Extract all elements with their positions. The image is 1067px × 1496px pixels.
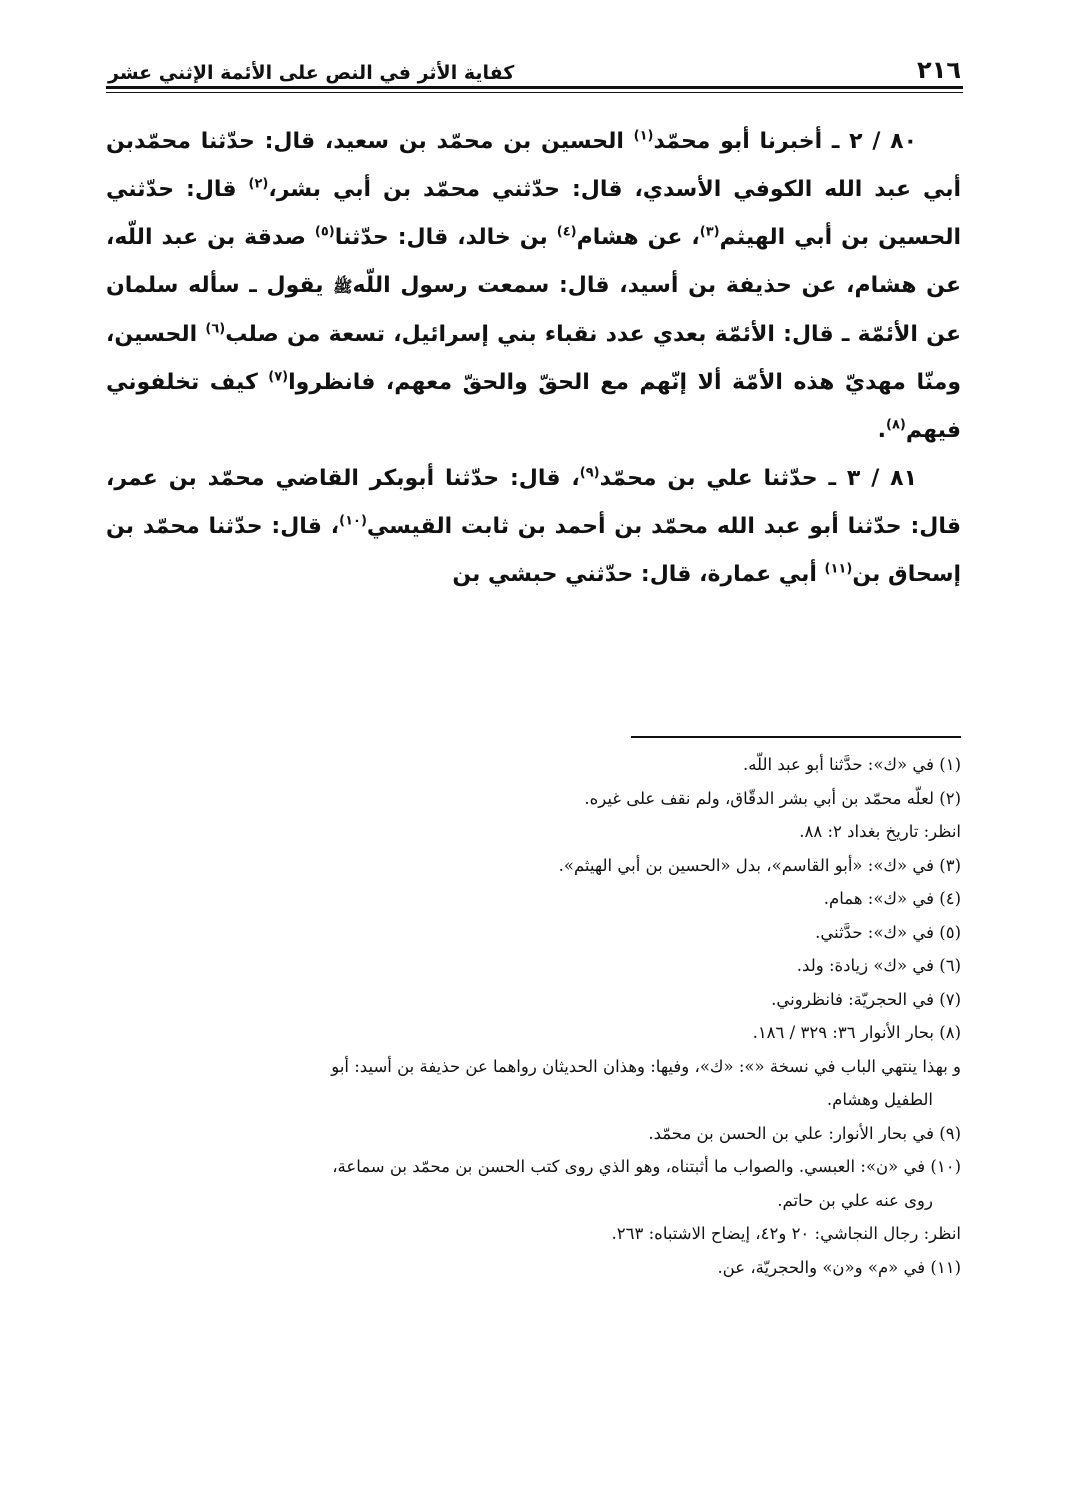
text-run: ٨١ / ٣ ـ حدّثنا علي بن محمّد bbox=[599, 466, 918, 491]
footnote: و بهذا ينتهي الباب في نسخة «»: «ك»، وفيها: وهذان الحديثان رواهما عن حذيفة بن أسيد: أبو bbox=[331, 1056, 961, 1076]
hadith-81 bbox=[106, 455, 961, 599]
footnote: (٩) في بحار الأنوار: علي بن الحسن بن محمّد. bbox=[648, 1123, 961, 1143]
footnote: (٧) في الحجريّة: فانظروني. bbox=[771, 989, 961, 1009]
text-run: ، قال: حدّثنا محمّد بن إسحاق بن bbox=[106, 514, 961, 587]
footnote: (٣) في «ك»: «أبو القاسم»، بدل «الحسين بن أبي الهيثم». bbox=[558, 855, 961, 875]
header-rule-thick bbox=[106, 86, 963, 89]
header-rule-thin bbox=[106, 92, 963, 93]
hadith-80 bbox=[106, 118, 961, 455]
text-run: ٨٠ / ٢ ـ أخبرنا أبو محمّد bbox=[653, 129, 918, 154]
text-run: ، قال: حدّثنا أبوبكر القاضي محمّد بن عمر، قال: حدّثنا أبو عبد الله محمّد بن أحمد بن ثابت القيسي bbox=[106, 466, 961, 539]
footnote: (٥) في «ك»: حدَّثني. bbox=[815, 922, 961, 942]
footnote: انظر: رجال النجاشي: ٢٠ و٤٢، إيضاح الاشتباه: ٢٦٣. bbox=[611, 1224, 961, 1243]
text-run: كيف تخلفوني فيهم bbox=[106, 370, 961, 443]
footnote: (١١) في «م» و«ن» والحجريّة، عن. bbox=[717, 1257, 961, 1277]
text-run: الحسين، ومنّا مهديّ هذه الأمّة ألا إنّهم مع الحقّ والحقّ معهم، فانظروا bbox=[106, 322, 961, 395]
salutation-glyph: ﷺ bbox=[333, 277, 353, 296]
footnote: (٦) في «ك» زيادة: ولد. bbox=[796, 956, 961, 975]
footnote: (١) في «ك»: حدَّثنا أبو عبد اللّه. bbox=[742, 755, 961, 774]
text-run: أبي عمارة، قال: حدّثني حبشي بن bbox=[452, 562, 825, 587]
page-number: ٢١٦ bbox=[917, 56, 961, 84]
footnote-continuation: روى عنه علي بن حاتم. bbox=[777, 1190, 933, 1210]
footnote: (٨) بحار الأنوار ٣٦: ٣٢٩ / ١٨٦. bbox=[752, 1023, 961, 1042]
text-run: ، عن هشام bbox=[576, 225, 700, 250]
text-run: يقول ـ سأله سلمان عن الأئمّة ـ قال: الأئمّة بعدي عدد نقباء بني إسرائيل، تسعة من صلب bbox=[106, 273, 961, 347]
footnote-marker: (٢) bbox=[248, 176, 269, 192]
footnote-marker: (٥) bbox=[314, 224, 335, 240]
footnote-marker: (١١) bbox=[824, 561, 853, 577]
footnote-divider bbox=[631, 736, 961, 738]
footnote-continuation: الطفيل وهشام. bbox=[826, 1090, 933, 1109]
footnote: (١٠) في «ن»: العبسي. والصواب ما أثبتناه، وهو الذي روى كتب الحسن بن محمّد بن سماعة، bbox=[332, 1157, 961, 1176]
footnotes bbox=[106, 748, 961, 1284]
footnote-marker: (٩) bbox=[579, 465, 600, 481]
footnote: انظر: تاريخ بغداد ٢: ٨٨. bbox=[799, 822, 961, 841]
page-header bbox=[108, 44, 961, 84]
footnote-marker: (٤) bbox=[556, 224, 577, 240]
footnote-marker: (٧) bbox=[268, 369, 289, 385]
running-title: كفاية الأثر في النص على الأئمة الإثني عشر bbox=[108, 62, 515, 84]
footnote-marker: (١) bbox=[633, 128, 654, 144]
footnote: (٢) لعلّه محمّد بن أبي بشر الدقّاق، ولم نقف على غيره. bbox=[584, 788, 961, 808]
text-run: . bbox=[877, 418, 886, 443]
footnote-marker: (٦) bbox=[205, 321, 226, 337]
main-text bbox=[106, 118, 961, 599]
footnote-marker: (٨) bbox=[885, 417, 906, 433]
footnote: (٤) في «ك»: همام. bbox=[823, 889, 961, 908]
text-run: صدقة بن عبد اللّه، عن هشام، عن حذيفة بن أسيد، قال: سمعت رسول اللّه bbox=[106, 225, 961, 298]
footnote-marker: (١٠) bbox=[339, 513, 367, 529]
footnote-marker: (٣) bbox=[699, 224, 720, 240]
text-run: بن خالد، قال: حدّثنا bbox=[334, 225, 557, 250]
text-run: الحسين بن محمّد بن سعيد، قال: حدّثنا محمّدبن أبي عبد الله الكوفي الأسدي، قال: حدّثني محمّد بن أبي بشر، bbox=[106, 129, 962, 202]
text-run: قال: حدّثني الحسين بن أبي الهيثم bbox=[106, 177, 961, 250]
